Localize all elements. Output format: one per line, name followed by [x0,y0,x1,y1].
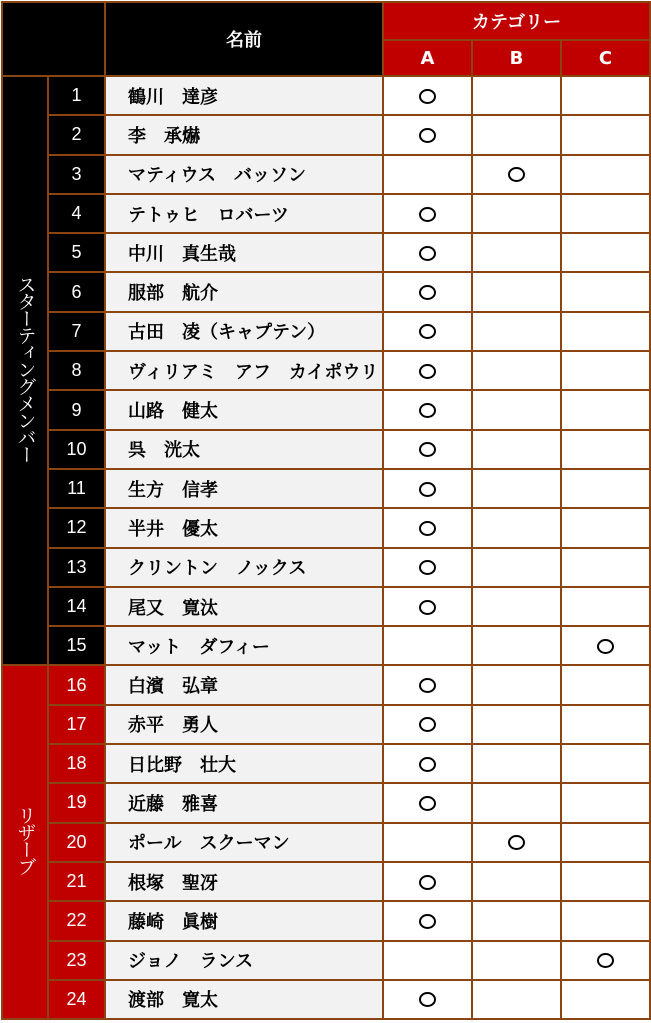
group-label-reserve [2,665,48,1019]
category-cell-b [472,469,561,508]
circle-mark-icon [419,89,436,104]
category-cell-b [472,508,561,547]
player-name: マット ダフィー [105,626,383,665]
player-row [2,548,650,587]
player-number: 19 [48,783,105,822]
player-name: 根塚 聖冴 [105,862,383,901]
category-cell-a [383,626,472,665]
player-name: クリントン ノックス [105,548,383,587]
player-row [2,351,650,390]
player-row [2,430,650,469]
category-cell-b [472,194,561,233]
category-cell-c [561,862,650,901]
category-cell-a [383,233,472,272]
circle-mark-icon [419,482,436,497]
player-row [2,980,650,1019]
player-name: 白濱 弘章 [105,665,383,704]
category-cell-c [561,469,650,508]
player-name: テトゥヒ ロバーツ [105,194,383,233]
roster-body [2,76,650,1019]
circle-mark-icon [508,835,525,850]
player-number: 20 [48,823,105,862]
category-cell-a [383,272,472,311]
category-cell-a [383,862,472,901]
category-cell-b [472,115,561,154]
header-col-c: C [561,40,650,76]
category-cell-c [561,155,650,194]
circle-mark-icon [419,128,436,143]
circle-mark-icon [419,364,436,379]
player-row [2,155,650,194]
category-cell-a [383,548,472,587]
circle-mark-icon [419,717,436,732]
circle-mark-icon [419,442,436,457]
category-cell-a [383,941,472,980]
category-cell-b [472,783,561,822]
circle-mark-icon [419,560,436,575]
category-cell-a [383,312,472,351]
player-row [2,390,650,429]
circle-mark-icon [419,285,436,300]
category-cell-b [472,744,561,783]
header-col-b: B [472,40,561,76]
category-cell-c [561,783,650,822]
player-number: 5 [48,233,105,272]
player-number: 13 [48,548,105,587]
player-name: 山路 健太 [105,390,383,429]
category-cell-b [472,155,561,194]
category-cell-c [561,980,650,1019]
category-cell-b [472,941,561,980]
category-cell-a [383,351,472,390]
player-row [2,587,650,626]
circle-mark-icon [597,639,614,654]
category-cell-a [383,587,472,626]
category-cell-a [383,194,472,233]
player-name: 藤崎 眞樹 [105,901,383,940]
player-row [2,901,650,940]
category-cell-c [561,312,650,351]
circle-mark-icon [419,600,436,615]
player-row [2,744,650,783]
category-cell-a [383,390,472,429]
header-col-a: A [383,40,472,76]
category-cell-c [561,941,650,980]
player-row [2,469,650,508]
header-name: 名前 [105,2,383,76]
player-name: 李 承爀 [105,115,383,154]
category-cell-a [383,980,472,1019]
category-cell-a [383,76,472,115]
category-cell-b [472,587,561,626]
category-cell-b [472,823,561,862]
circle-mark-icon [419,246,436,261]
category-cell-a [383,115,472,154]
player-name: 赤平 勇人 [105,705,383,744]
category-cell-b [472,233,561,272]
category-cell-b [472,665,561,704]
circle-mark-icon [419,324,436,339]
category-cell-b [472,862,561,901]
category-cell-b [472,548,561,587]
player-row [2,312,650,351]
category-cell-c [561,272,650,311]
player-number: 9 [48,390,105,429]
category-cell-b [472,76,561,115]
player-number: 16 [48,665,105,704]
player-number: 22 [48,901,105,940]
category-cell-c [561,351,650,390]
player-number: 12 [48,508,105,547]
player-number: 21 [48,862,105,901]
circle-mark-icon [419,914,436,929]
circle-mark-icon [419,403,436,418]
player-number: 23 [48,941,105,980]
category-cell-b [472,626,561,665]
category-cell-a [383,901,472,940]
category-cell-c [561,744,650,783]
roster-table [1,1,651,1020]
group-label-text: スターティングメンバー [14,275,37,463]
player-name: 近藤 雅喜 [105,783,383,822]
category-cell-c [561,901,650,940]
player-number: 4 [48,194,105,233]
circle-mark-icon [419,875,436,890]
category-cell-c [561,430,650,469]
category-cell-a [383,705,472,744]
circle-mark-icon [597,953,614,968]
player-row [2,115,650,154]
player-row [2,76,650,115]
player-number: 7 [48,312,105,351]
category-cell-b [472,390,561,429]
category-cell-c [561,115,650,154]
category-cell-c [561,665,650,704]
category-cell-c [561,626,650,665]
category-cell-a [383,783,472,822]
category-cell-c [561,233,650,272]
group-label-text: リザーブ [14,806,37,875]
category-cell-a [383,665,472,704]
player-row [2,272,650,311]
category-cell-b [472,351,561,390]
player-row [2,665,650,704]
player-number: 24 [48,980,105,1019]
player-number: 8 [48,351,105,390]
circle-mark-icon [419,207,436,222]
player-name: ヴィリアミ アフ カイポウリ [105,351,383,390]
circle-mark-icon [419,992,436,1007]
category-cell-b [472,312,561,351]
player-name: 半井 優太 [105,508,383,547]
category-cell-c [561,548,650,587]
player-row [2,941,650,980]
circle-mark-icon [419,678,436,693]
player-name: 渡部 寛太 [105,980,383,1019]
player-name: 鶴川 達彦 [105,76,383,115]
category-cell-c [561,587,650,626]
category-cell-c [561,508,650,547]
circle-mark-icon [419,796,436,811]
category-cell-b [472,901,561,940]
circle-mark-icon [419,757,436,772]
player-name: 尾又 寛汰 [105,587,383,626]
header-corner [2,2,105,76]
category-cell-a [383,469,472,508]
player-name: 中川 真生哉 [105,233,383,272]
header-category: カテゴリー [383,2,650,40]
player-name: ポール スクーマン [105,823,383,862]
category-cell-b [472,705,561,744]
player-number: 18 [48,744,105,783]
player-name: 生方 信孝 [105,469,383,508]
player-number: 6 [48,272,105,311]
player-name: 服部 航介 [105,272,383,311]
category-cell-c [561,76,650,115]
category-cell-c [561,823,650,862]
category-cell-c [561,390,650,429]
player-row [2,626,650,665]
player-number: 14 [48,587,105,626]
player-row [2,823,650,862]
category-cell-c [561,194,650,233]
player-row [2,705,650,744]
circle-mark-icon [419,521,436,536]
category-cell-a [383,744,472,783]
player-name: 呉 洸太 [105,430,383,469]
group-label-starting [2,76,48,665]
player-row [2,783,650,822]
category-cell-a [383,430,472,469]
category-cell-c [561,705,650,744]
circle-mark-icon [508,167,525,182]
player-row [2,233,650,272]
player-name: ジョノ ランス [105,941,383,980]
player-row [2,508,650,547]
player-number: 3 [48,155,105,194]
category-cell-a [383,155,472,194]
player-number: 2 [48,115,105,154]
player-name: マティウス バッソン [105,155,383,194]
player-name: 日比野 壮大 [105,744,383,783]
player-number: 11 [48,469,105,508]
player-name: 古田 凌（キャプテン） [105,312,383,351]
category-cell-a [383,508,472,547]
player-number: 10 [48,430,105,469]
player-number: 15 [48,626,105,665]
player-row [2,862,650,901]
category-cell-b [472,980,561,1019]
category-cell-a [383,823,472,862]
player-row [2,194,650,233]
player-number: 17 [48,705,105,744]
category-cell-b [472,272,561,311]
player-number: 1 [48,76,105,115]
category-cell-b [472,430,561,469]
